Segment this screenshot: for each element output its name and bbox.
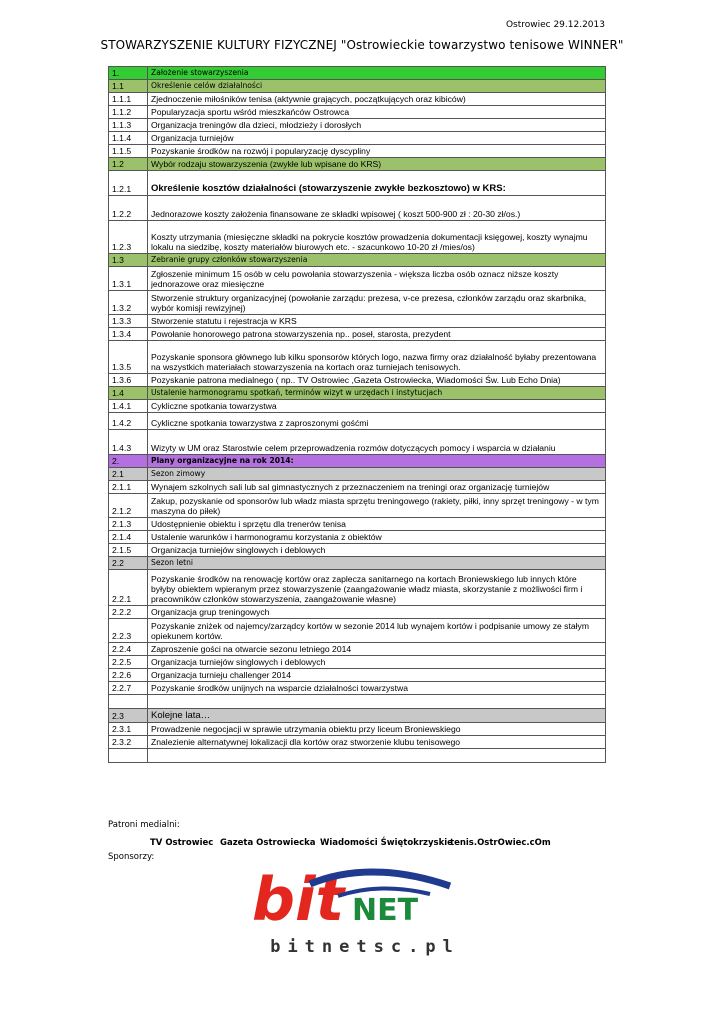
row-text: Organizacja grup treningowych [148, 606, 606, 619]
row-text: Cykliczne spotkania towarzystwa [148, 400, 606, 413]
row-text: Zjednoczenie miłośników tenisa (aktywnie grających, początkujących oraz kibiców) [148, 93, 606, 106]
row-number: 2. [109, 455, 148, 468]
table-row [109, 171, 606, 196]
row-number: 2.2.1 [109, 570, 148, 606]
row-number: 1.3.5 [109, 341, 148, 374]
row-number: 1.3.6 [109, 374, 148, 387]
row-number: 1.3.1 [109, 267, 148, 291]
table-row [109, 221, 606, 254]
page-title: STOWARZYSZENIE KULTURY FIZYCZNEJ "Ostrowieckie towarzystwo tenisowe WINNER" [100, 38, 624, 52]
row-number: 2.2.2 [109, 606, 148, 619]
row-number: 2.1.5 [109, 544, 148, 557]
row-number: 1.3 [109, 254, 148, 267]
table-row [109, 291, 606, 315]
row-number: 2.2.4 [109, 643, 148, 656]
row-number: 1.4.3 [109, 430, 148, 455]
table-row [109, 494, 606, 518]
table-row [109, 544, 606, 557]
table-row [109, 196, 606, 221]
table-row [109, 557, 606, 570]
row-text: Ustalenie harmonogramu spotkań, terminów wizyt w urzędach i instytucjach [148, 387, 606, 400]
row-text: Organizacja turniejów singlowych i deblowych [148, 656, 606, 669]
table-row [109, 468, 606, 481]
row-text [148, 695, 606, 709]
row-number: 2.3 [109, 709, 148, 723]
row-number: 2.2 [109, 557, 148, 570]
table-row [109, 254, 606, 267]
table-row [109, 413, 606, 430]
row-text: Wynajem szkolnych sali lub sal gimnastycznych z przeznaczeniem na treningi oraz organizację turniejów [148, 481, 606, 494]
table-row [109, 132, 606, 145]
row-text: Pozyskanie zniżek od najemcy/zarządcy kortów w sezonie 2014 lub wynajem kortów i podpisanie umowy ze stałym opiekunem kortów. [148, 619, 606, 643]
logo-bit-text: bit [252, 865, 345, 935]
table-row [109, 93, 606, 106]
row-number: 1.4 [109, 387, 148, 400]
row-text: Jednorazowe koszty założenia finansowane ze składki wpisowej ( koszt 500-900 zł : 20-30 zł/os.) [148, 196, 606, 221]
row-text: Stworzenie struktury organizacyjnej (powołanie zarządu: prezesa, v-ce prezesa, członków zarządu oraz skarbnika, wybór komisji rewizyjnej) [148, 291, 606, 315]
date-line: Ostrowiec 29.12.2013 [505, 20, 605, 30]
row-number: 1.3.3 [109, 315, 148, 328]
row-text: Cykliczne spotkania towarzystwa z zaproszonymi gośćmi [148, 413, 606, 430]
table-row [109, 749, 606, 763]
row-number: 2.2.7 [109, 682, 148, 695]
table-row [109, 430, 606, 455]
row-text: Organizacja turnieju challenger 2014 [148, 669, 606, 682]
row-number: 1.3.4 [109, 328, 148, 341]
row-text [148, 749, 606, 763]
table-row [109, 481, 606, 494]
row-text: Kolejne lata… [148, 709, 606, 723]
row-text: Określenie kosztów działalności (stowarzyszenie zwykłe bezkosztowo) w KRS: [148, 171, 606, 196]
table-row [109, 80, 606, 93]
table-row [109, 695, 606, 709]
table-row [109, 145, 606, 158]
row-number: 1.4.2 [109, 413, 148, 430]
table-row [109, 341, 606, 374]
row-number: 2.2.6 [109, 669, 148, 682]
row-text: Popularyzacja sportu wśród mieszkańców Ostrowca [148, 106, 606, 119]
table-row [109, 606, 606, 619]
row-text: Pozyskanie sponsora głównego lub kilku sponsorów których logo, nazwa firmy oraz działalność byłaby prezentowana na wszystkich materiałach stowarzyszenia na kortach oraz turniejach tenisowych. [148, 341, 606, 374]
row-number: 1.2.1 [109, 171, 148, 196]
row-number: 2.1.1 [109, 481, 148, 494]
table-row [109, 328, 606, 341]
row-number: 1.2 [109, 158, 148, 171]
table-row [109, 158, 606, 171]
sponsors-label: Sponsorzy: [108, 852, 155, 862]
plan-table [108, 66, 606, 763]
row-text: Zebranie grupy członków stowarzyszenia [148, 254, 606, 267]
row-text: Założenie stowarzyszenia [148, 67, 606, 80]
table-row [109, 315, 606, 328]
logo-net-text: NET [352, 893, 419, 928]
table-row [109, 669, 606, 682]
row-text: Pozyskanie środków na rozwój i popularyzację dyscypliny [148, 145, 606, 158]
row-text: Powołanie honorowego patrona stowarzyszenia np.. poseł, starosta, prezydent [148, 328, 606, 341]
row-text: Określenie celów działalności [148, 80, 606, 93]
row-text: Organizacja turniejów [148, 132, 606, 145]
row-text: Znalezienie alternatywnej lokalizacji dla kortów oraz stworzenie klubu tenisowego [148, 736, 606, 749]
row-text: Sezon letni [148, 557, 606, 570]
table-row [109, 723, 606, 736]
row-number: 1.2.2 [109, 196, 148, 221]
table-row [109, 106, 606, 119]
row-text: Plany organizacyjne na rok 2014: [148, 455, 606, 468]
row-text: Sezon zimowy [148, 468, 606, 481]
row-number: 2.2.3 [109, 619, 148, 643]
row-number: 2.2.5 [109, 656, 148, 669]
table-row [109, 709, 606, 723]
table-row [109, 531, 606, 544]
row-number: 1.1.2 [109, 106, 148, 119]
row-text: Organizacja treningów dla dzieci, młodzieży i dorosłych [148, 119, 606, 132]
table-row [109, 400, 606, 413]
row-number: 2.1.2 [109, 494, 148, 518]
patrons-label: Patroni medialni: [108, 820, 180, 830]
row-number: 1.1.5 [109, 145, 148, 158]
row-text: Zgłoszenie minimum 15 osób w celu powołania stowarzyszenia - większa liczba osób oznacz niższe koszty jednorazowe oraz miesięczne [148, 267, 606, 291]
row-text: Wybór rodzaju stowarzyszenia (zwykłe lub wpisane do KRS) [148, 158, 606, 171]
row-number [109, 749, 148, 763]
row-text: Prowadzenie negocjacji w sprawie utrzymania obiektu przy liceum Broniewskiego [148, 723, 606, 736]
row-number [109, 695, 148, 709]
row-number: 1.2.3 [109, 221, 148, 254]
table-row [109, 387, 606, 400]
logo-url-text: bitnetsc.pl [270, 937, 460, 957]
table-row [109, 119, 606, 132]
row-text: Stworzenie statutu i rejestracja w KRS [148, 315, 606, 328]
row-number: 2.3.2 [109, 736, 148, 749]
row-text: Pozyskanie środków na renowację kortów oraz zaplecza sanitarnego na kortach Broniewskiego lub innych które byłyby obiektem wpieranym przez stowarzyszenie (zaangażowanie władz miasta, skorzystanie z możliwości firm i pracowników członków stowarzyszenia, zaangażowanie własne) [148, 570, 606, 606]
patron-tv-ostrowiec: TV Ostrowiec [150, 838, 214, 848]
row-number: 1. [109, 67, 148, 80]
row-number: 1.1 [109, 80, 148, 93]
table-row [109, 619, 606, 643]
table-row [109, 570, 606, 606]
table-row [109, 736, 606, 749]
row-text: Pozyskanie środków unijnych na wsparcie działalności towarzystwa [148, 682, 606, 695]
row-number: 1.3.2 [109, 291, 148, 315]
row-number: 1.1.1 [109, 93, 148, 106]
patron-wiadomosci-swietokrzyskie: Wiadomości Świętokrzyskie [320, 838, 453, 848]
patron-gazeta-ostrowiecka: Gazeta Ostrowiecka [220, 838, 316, 848]
row-text: Zakup, pozyskanie od sponsorów lub władz miasta sprzętu treningowego (rakiety, piłki, inny sprzęt treningowy - w tym maszyna do piłek) [148, 494, 606, 518]
row-text: Pozyskanie patrona medialnego ( np.. TV Ostrowiec ,Gazeta Ostrowiecka, Wiadomości Św. Lub Echo Dnia) [148, 374, 606, 387]
table-row [109, 682, 606, 695]
row-number: 1.4.1 [109, 400, 148, 413]
row-number: 1.1.4 [109, 132, 148, 145]
row-text: Organizacja turniejów singlowych i deblowych [148, 544, 606, 557]
row-number: 2.3.1 [109, 723, 148, 736]
row-text: Zaproszenie gości na otwarcie sezonu letniego 2014 [148, 643, 606, 656]
table-row [109, 643, 606, 656]
row-number: 2.1.4 [109, 531, 148, 544]
row-text: Ustalenie warunków i harmonogramu korzystania z obiektów [148, 531, 606, 544]
table-row [109, 656, 606, 669]
table-row [109, 267, 606, 291]
patron-tenis-ostrowiec: tenis.OstrOwiec.cOm [450, 838, 551, 848]
table-row [109, 67, 606, 80]
row-text: Wizyty w UM oraz Starostwie celem przeprowadzenia rozmów dotyczących pomocy i wsparcia w działaniu [148, 430, 606, 455]
table-row [109, 455, 606, 468]
row-number: 2.1.3 [109, 518, 148, 531]
row-text: Udostępnienie obiektu i sprzętu dla trenerów tenisa [148, 518, 606, 531]
table-row [109, 374, 606, 387]
bitnet-logo [240, 864, 490, 964]
row-number: 2.1 [109, 468, 148, 481]
table-row [109, 518, 606, 531]
row-text: Koszty utrzymania (miesięczne składki na pokrycie kosztów prowadzenia dokumentacji księgowej, koszty wynajmu lokalu na siedzibę, koszty materiałów biurowych etc. - szacunkowo 10-20 zł /mies/os) [148, 221, 606, 254]
row-number: 1.1.3 [109, 119, 148, 132]
